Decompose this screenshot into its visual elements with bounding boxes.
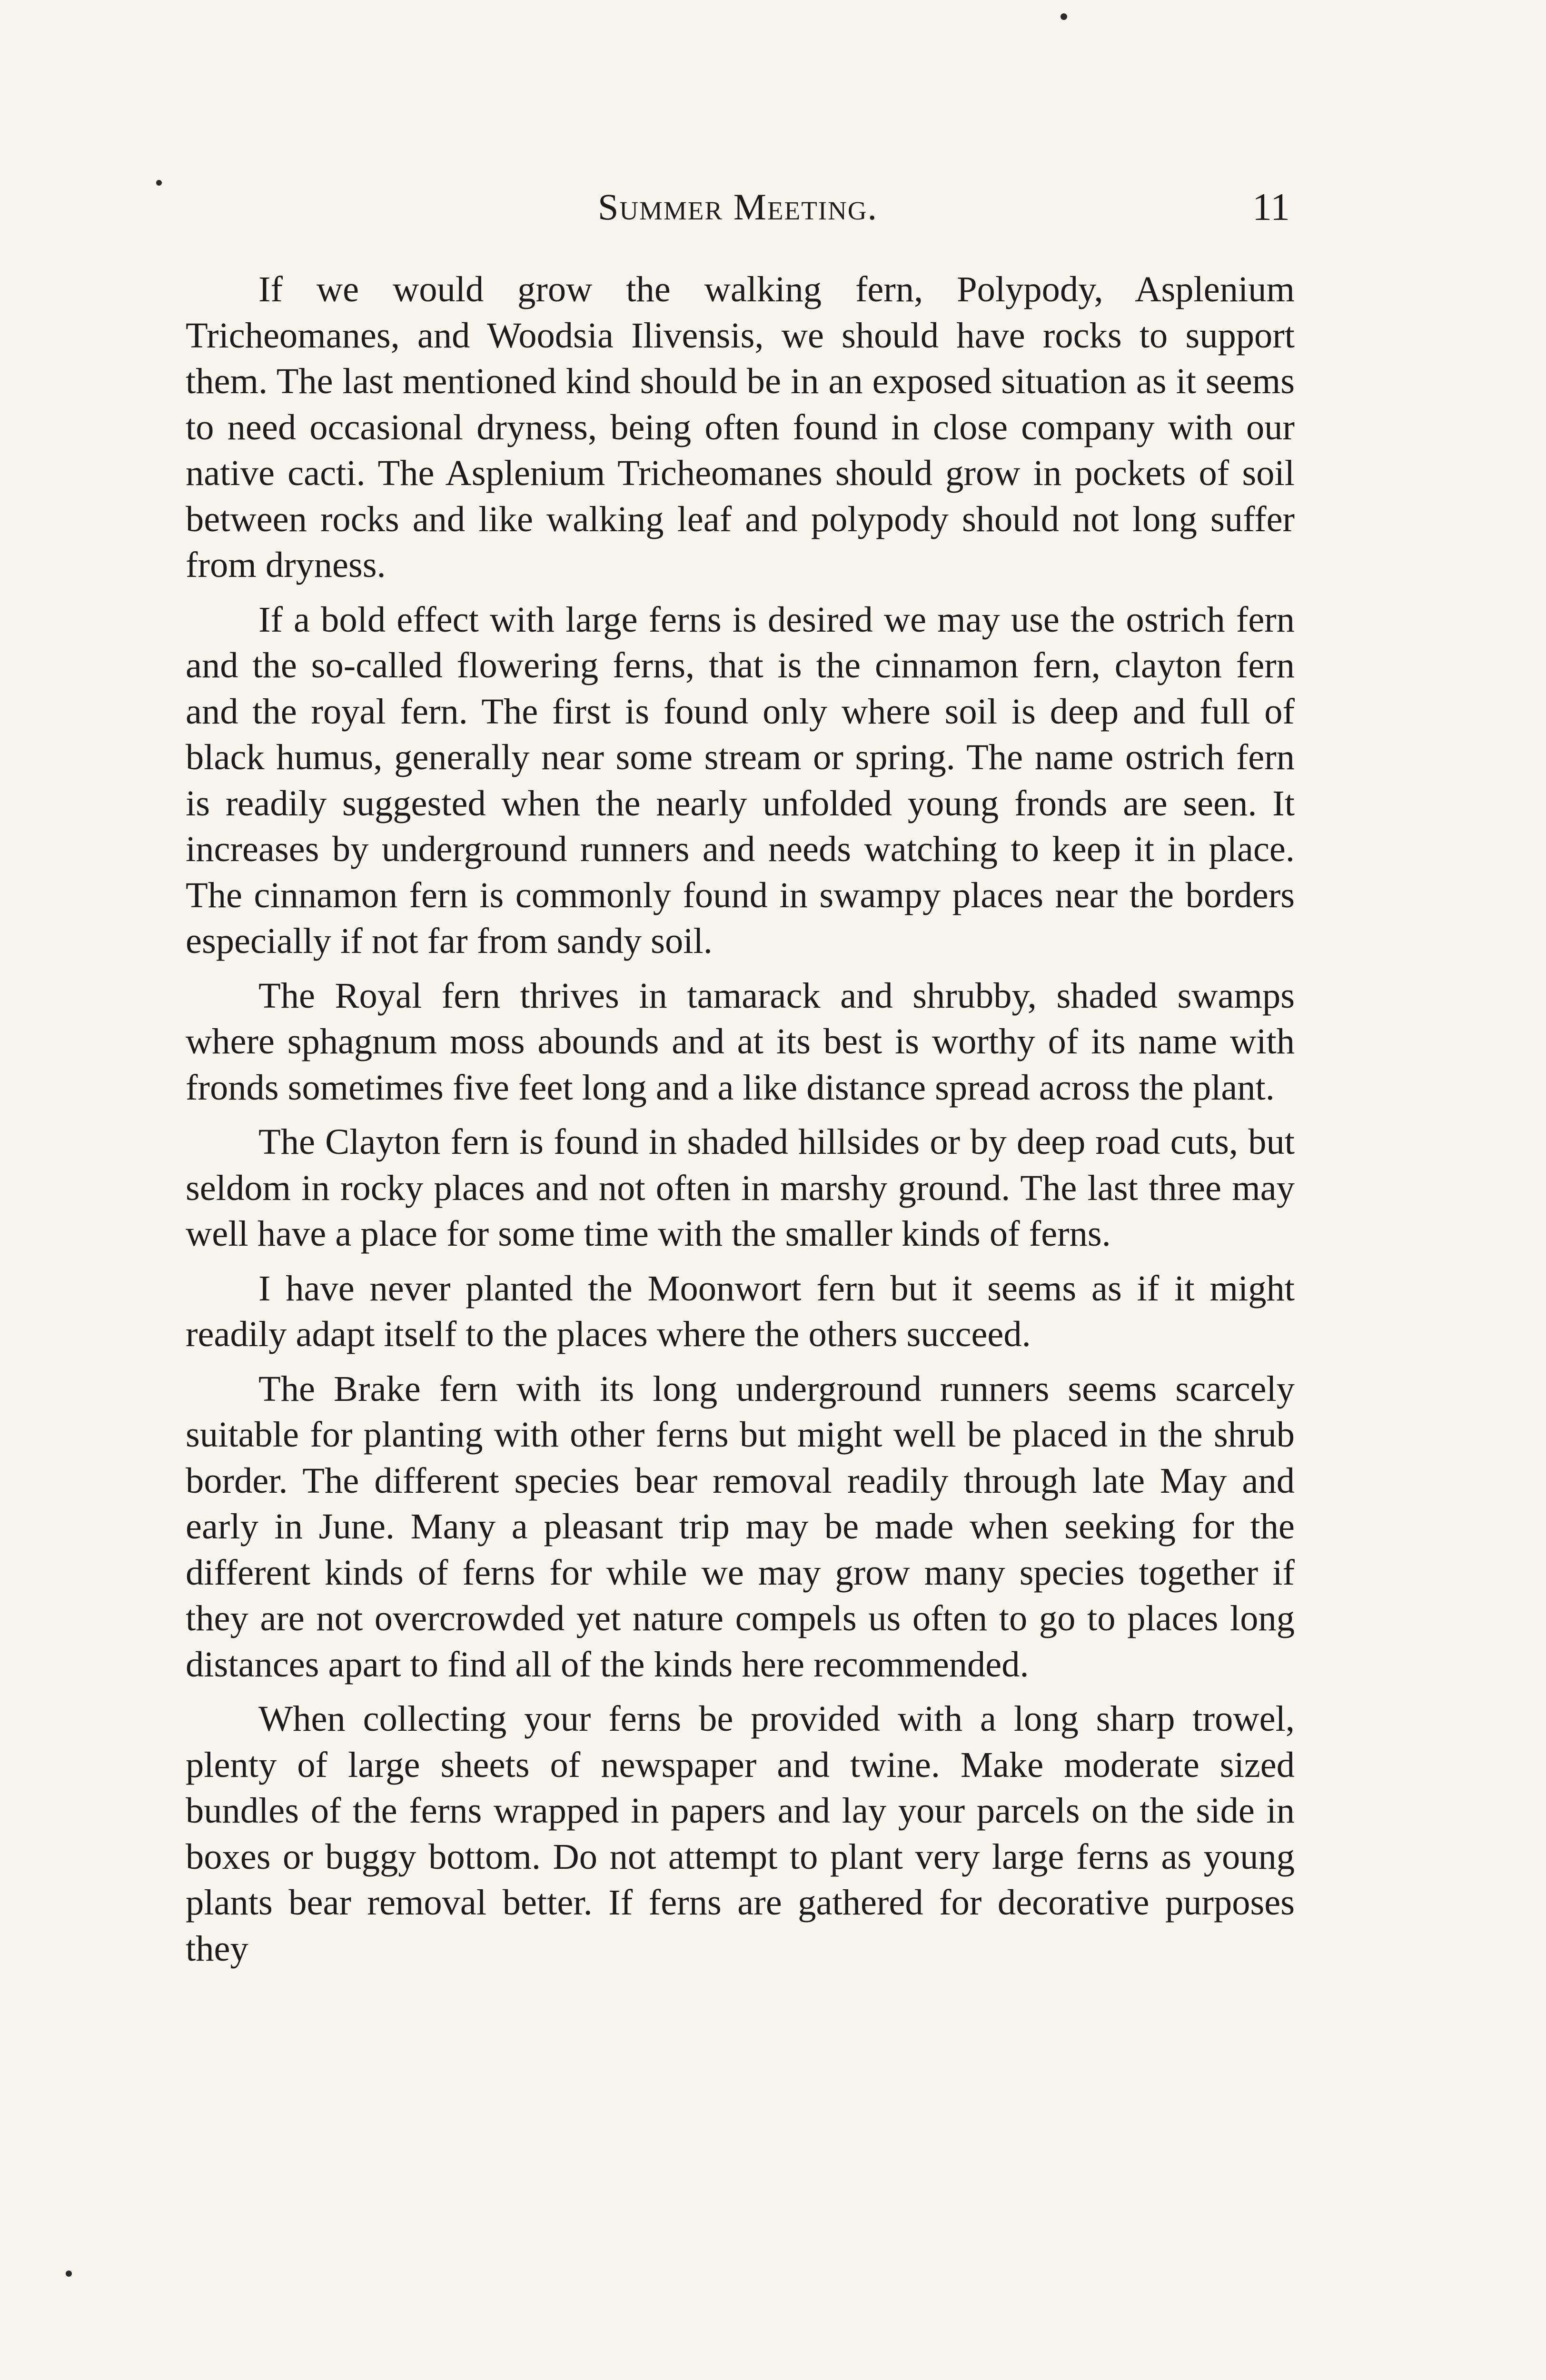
paragraph-walking-fern: If we would grow the walking fern, Polypody, Asplenium Tricheomanes, and Woodsia Ilivensis, we should have rocks to support them. The last mentioned kind should be in an exposed situation as it seems to need occasional dryness, being often found in close company with our native cacti. The Asplenium Tricheomanes should grow in pockets of soil between rocks and like walking leaf and polypody should not long suffer from dryness.	[186, 269, 1295, 585]
ink-speck	[1060, 13, 1067, 20]
paragraph-brake-fern: The Brake fern with its long underground runners seems scarcely suitable for planting with other ferns but might well be placed in the shrub border. The different species bear removal readily through late May and early in June. Many a pleasant trip may be made when seeking for the different kinds of ferns for while we may grow many species together if they are not overcrowded yet nature compels us often to go to places long distances apart to find all of the kinds here recommended.	[186, 1368, 1295, 1685]
paragraph-royal-fern: The Royal fern thrives in tamarack and shrubby, shaded swamps where sphagnum moss abounds and at its best is worthy of its name with fronds sometimes five feet long and a like distance spread across the plant.	[186, 975, 1295, 1108]
running-header	[186, 181, 1290, 233]
running-title: Summer Meeting.	[597, 186, 878, 228]
body-text	[186, 267, 1295, 1972]
paragraph-moonwort-fern: I have never planted the Moonwort fern but it seems as if it might readily adapt itself to the places where the others succeed.	[186, 1268, 1295, 1354]
ink-speck	[66, 2271, 72, 2277]
ink-speck	[156, 180, 162, 186]
paragraph-collecting-ferns: When collecting your ferns be provided with a long sharp trowel, plenty of large sheets of newspaper and twine. Make moderate sized bundles of the ferns wrapped in papers and lay your parcels on the side in boxes or buggy bottom. Do not attempt to plant very large ferns as young plants bear removal better. If ferns are gathered for decorative purposes they	[186, 1698, 1295, 1969]
paragraph-ostrich-fern: If a bold effect with large ferns is desired we may use the ostrich fern and the so-called flowering ferns, that is the cinnamon fern, clayton fern and the royal fern. The first is found only where soil is deep and full of black humus, generally near some stream or spring. The name ostrich fern is readily suggested when the nearly unfolded young fronds are seen. It increases by underground runners and needs watching to keep it in place. The cinnamon fern is commonly found in swampy places near the borders especially if not far from sandy soil.	[186, 599, 1295, 961]
paragraph-clayton-fern: The Clayton fern is found in shaded hillsides or by deep road cuts, but seldom in rocky places and not often in marshy ground. The last three may well have a place for some time with the smaller kinds of ferns.	[186, 1121, 1295, 1254]
page-number: 11	[1252, 185, 1290, 228]
